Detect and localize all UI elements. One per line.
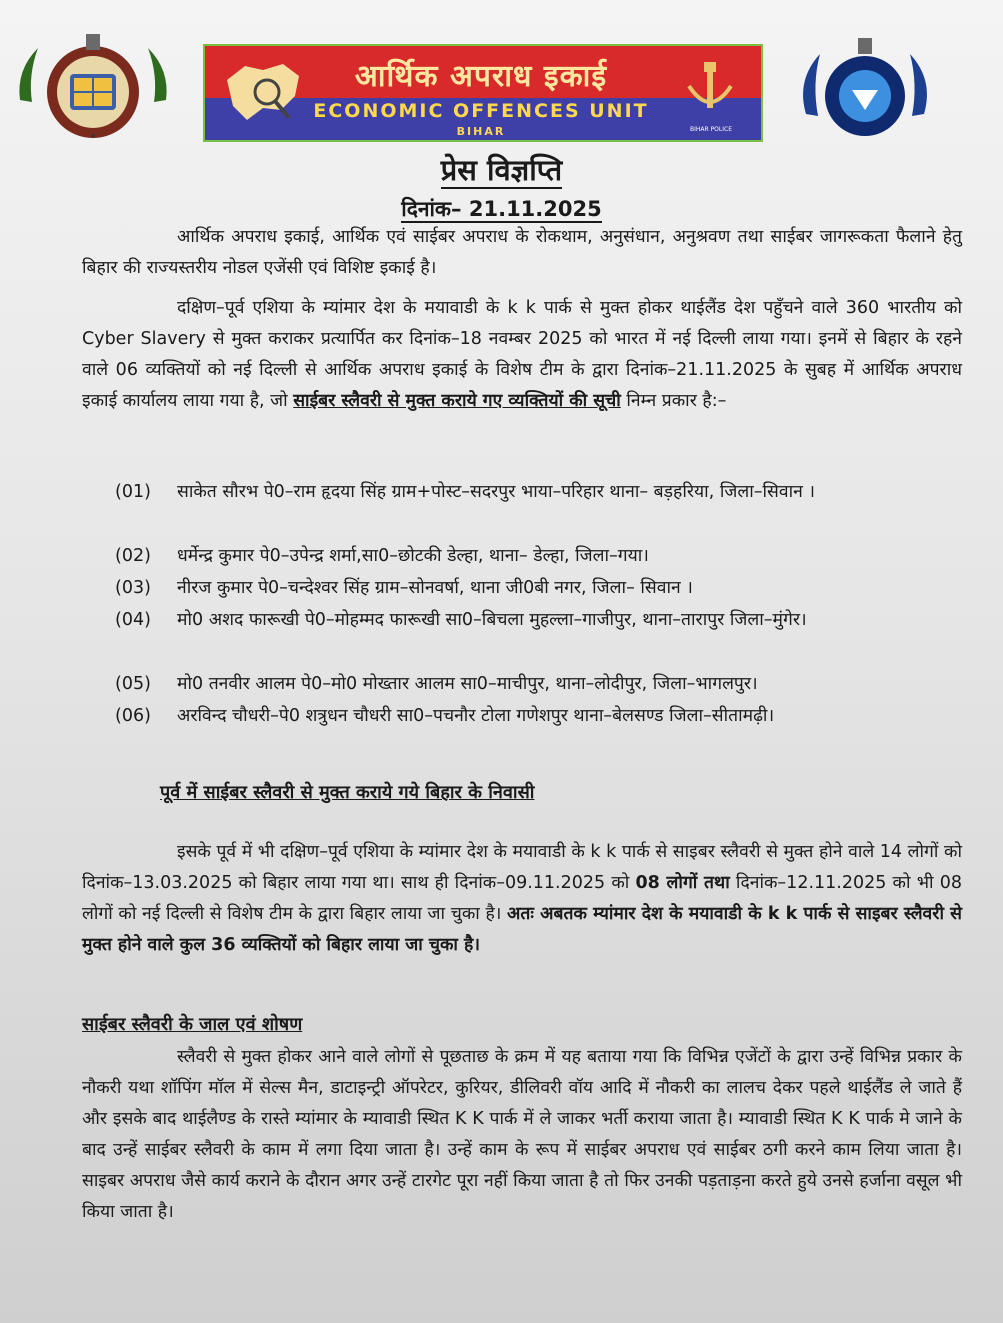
trap-exploitation-paragraph: स्लैवरी से मुक्त होकर आने वाले लोगों से पूछताछ के क्रम में यह बताया गया कि विभिन्न एजेंटों के द्वारा उन्हें विभिन्न प्रकार के नौकरी यथा शॉपिंग मॉल में सेल्स मैन, डाटाइन्ट्री ऑपरेटर, कुरियर, डीलिवरी वॉय आदि में नौकरी का लालच देकर पहले थाईलैंड ले जाते हैं और इसके बाद थाईलैण्ड के रास्ते म्यांमार के म्यावाडी स्थित K K पार्क में ले जाकर भर्ती कराया जाता है। म्यावाडी स्थित K K पार्क मे जाने के बाद उन्हें साईबर स्लैवरी के काम में लगा दिया जाता है। उन्हें काम के रूप में साईबर अपराध एवं साईबर ठगी करने काम लिया जाता है। साइबर अपराध जैसे कार्य कराने के दौरान अगर उन्हें टारगेट पूरा नहीं किया जाता है तो फिर उनकी पड़ताड़ना करते हुये उनसे हर्जाना वसूल भी किया जाता है। bbox=[82, 1047, 962, 1222]
rescued-list-caption: साईबर स्लैवरी से मुक्त कराये गए व्यक्तियों की सूची bbox=[293, 391, 621, 411]
main-paragraph: दक्षिण–पूर्व एशिया के म्यांमार देश के मयावाडी के k k पार्क से मुक्त होकर थाईलैंड देश पहुँचने वाले 360 भारतीय को Cyber Slavery से मुक्त कराकर प्रत्यार्पित कर दिनांक–18 नवम्बर 2025 को भारत में नई दिल्ली लाया गया। इनमें से बिहार के रहने वाले 06 व्यक्तियों को नई दिल्ली से आर्थिक अपराध इकाई के विशेष टीम के द्वारा दिनांक–21.11.2025 के सुबह में आर्थिक अपराध इकाई कार्यालय लाया गया है, जो साईबर स्लैवरी से मुक्त कराये गए व्यक्तियों की सूची निम्न प्रकार है:– bbox=[82, 298, 962, 411]
previous-rescues-paragraph: इसके पूर्व में भी दक्षिण–पूर्व एशिया के म्यांमार देश के मयावाडी के k k पार्क से साइबर स्लैवरी से मुक्त होने वाले 14 लोगों को दिनांक–13.03.2025 को बिहार लाया गया था। साथ ही दिनांक–09.11.2025 को 08 लोगों तथा दिनांक–12.11.2025 को भी 08 लोगों को नई दिल्ली से विशेष टीम के द्वारा बिहार लाया जा चुका है। अतः अबतक म्यांमार देश के मयावाडी के k k पार्क से साइबर स्लैवरी से मुक्त होने वाले कुल 36 व्यक्तियों को बिहार लाया जा चुका है। bbox=[82, 842, 962, 955]
banner-state: BIHAR bbox=[456, 125, 506, 138]
eou-emblem-right bbox=[790, 36, 940, 146]
intro-paragraph: आर्थिक अपराध इकाई, आर्थिक एवं साईबर अपराध के रोकथाम, अनुसंधान, अनुश्रवण तथा साईबर जागरूकता फैलाने हेतु बिहार की राज्यस्तरीय नोडल एजेंसी एवं विशिष्ट इकाई है। bbox=[82, 227, 962, 278]
police-torch-icon bbox=[685, 56, 735, 126]
press-release-title: प्रेस विज्ञप्ति bbox=[440, 153, 563, 187]
eou-banner bbox=[203, 44, 763, 142]
total-rescued-statement: अतः अबतक म्यांमार देश के मयावाडी के k k पार्क से साइबर स्लैवरी से मुक्त होने वाले कुल 36 व्यक्तियों को बिहार लाया जा चुका है। bbox=[82, 904, 962, 955]
banner-english-title: ECONOMIC OFFENCES UNIT bbox=[313, 100, 649, 122]
banner-police-label: BIHAR POLICE bbox=[689, 126, 732, 133]
trap-exploitation-heading: साईबर स्लैवरी के जाल एवं शोषण bbox=[82, 1014, 303, 1035]
press-release-date: दिनांक– 21.11.2025 bbox=[401, 197, 602, 221]
bihar-map-icon bbox=[223, 58, 303, 132]
eou-emblem-left bbox=[8, 30, 178, 140]
previous-rescues-heading: पूर्व में साईबर स्लैवरी से मुक्त कराये गये बिहार के निवासी bbox=[160, 782, 535, 803]
svg-text:★: ★ bbox=[89, 132, 97, 140]
banner-hindi-title: आर्थिक अपराध इकाई bbox=[354, 59, 608, 94]
